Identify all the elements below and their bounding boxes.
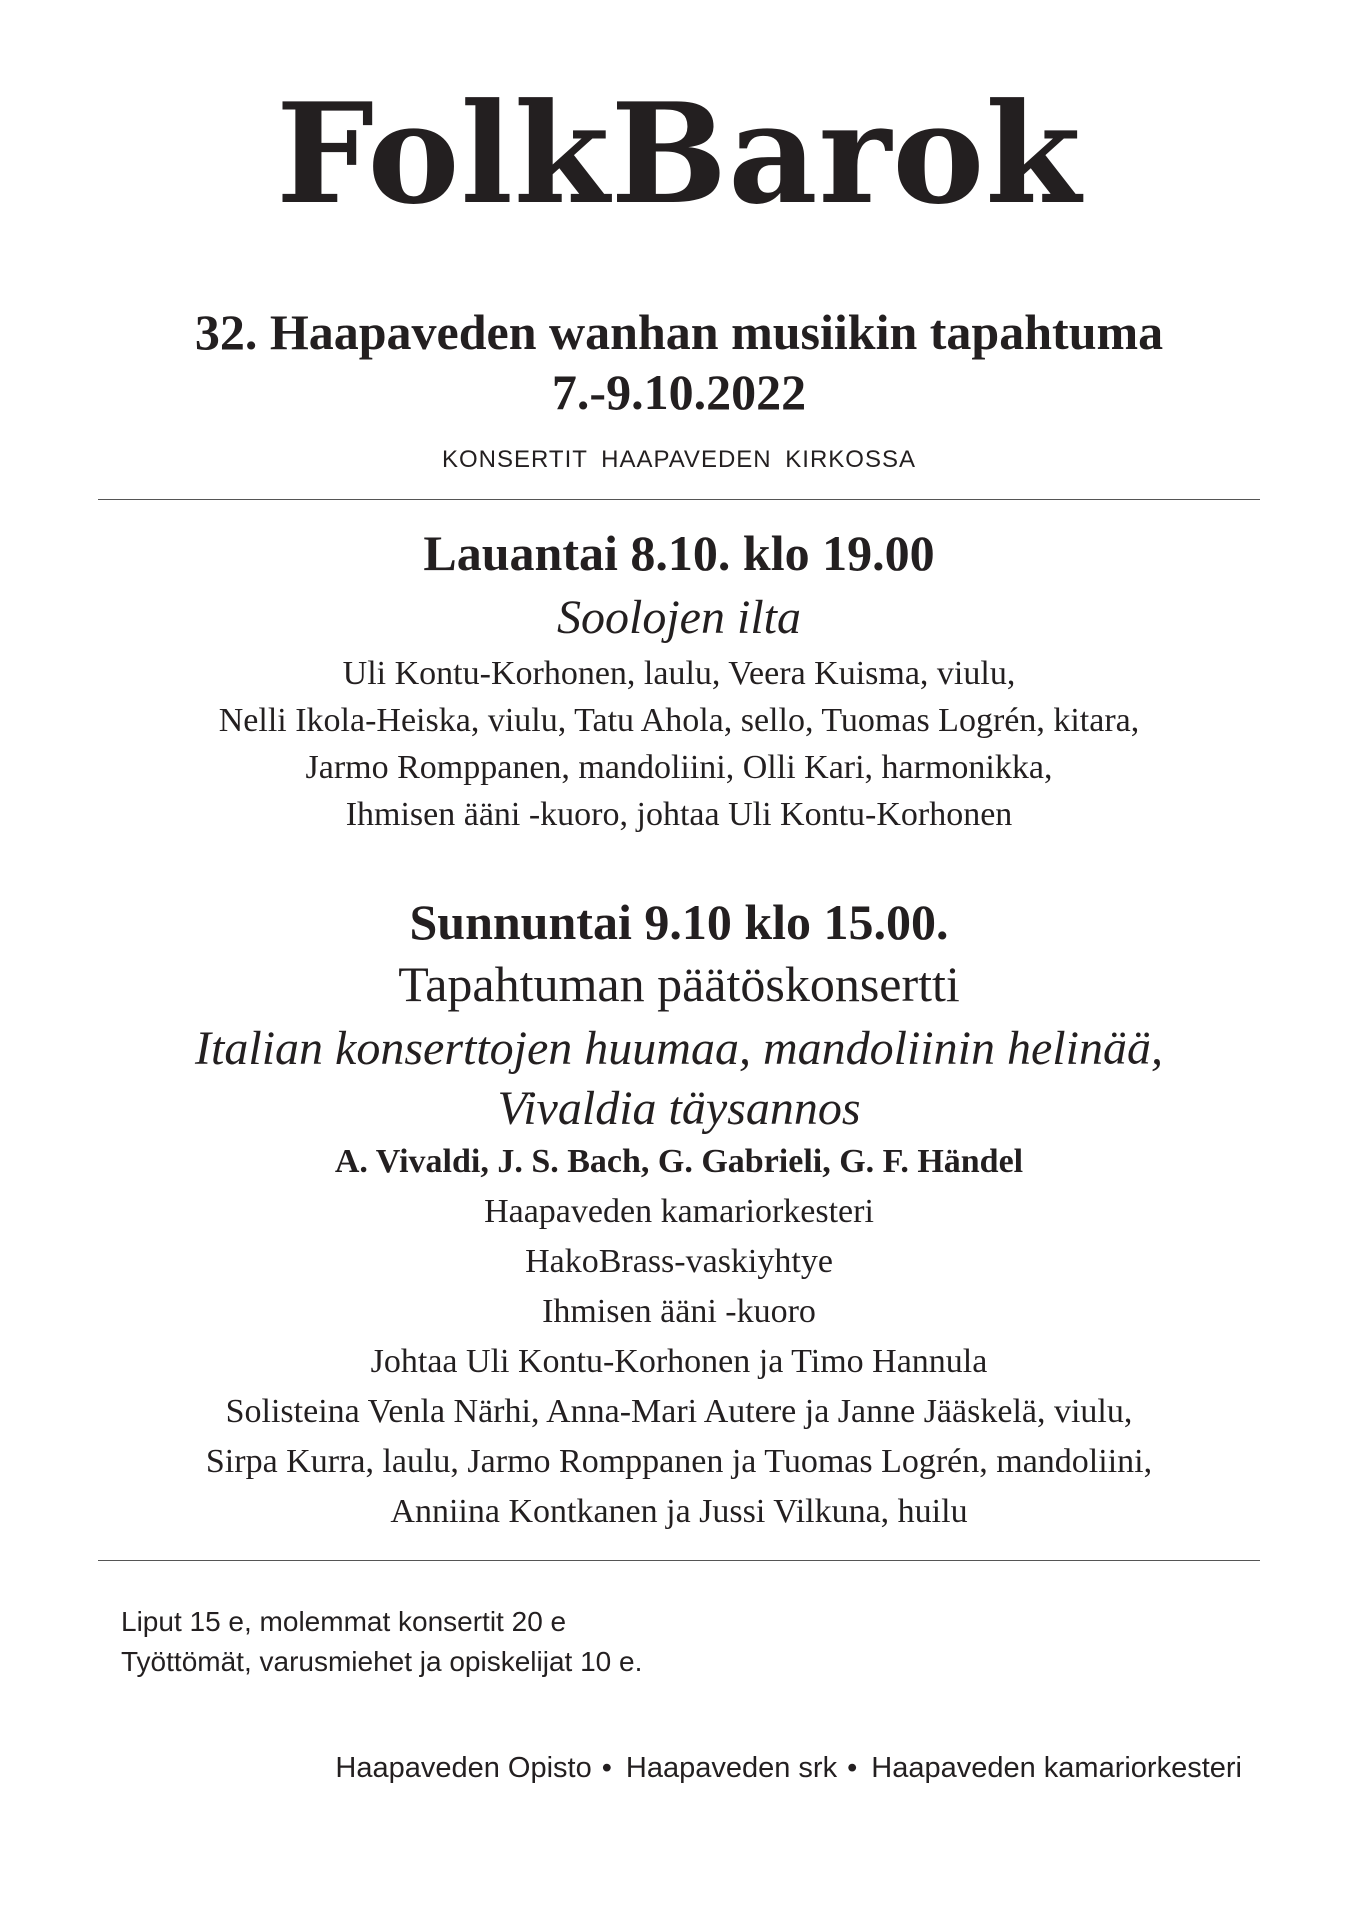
concert1-performer-line: Ihmisen ääni -kuoro, johtaa Uli Kontu-Korhonen [345, 796, 1013, 833]
concert2-performer-line: Solisteina Venla Närhi, Anna-Mari Autere ja Janne Jääskelä, viulu, [225, 1393, 1133, 1430]
divider-top [98, 499, 1260, 500]
ticket-price-line: Liput 15 e, molemmat konsertit 20 e [121, 1606, 567, 1637]
concert1-name: Soolojen ilta [557, 591, 801, 644]
venue-line: KONSERTIT HAAPAVEDEN KIRKOSSA [441, 446, 916, 473]
concert1-date: Lauantai 8.10. klo 19.00 [423, 525, 935, 581]
concert2-tagline: Vivaldia täysannos [497, 1082, 861, 1135]
sponsor-name: Haapaveden Opisto [335, 1752, 592, 1784]
concert2-performer-line: Johtaa Uli Kontu-Korhonen ja Timo Hannula [370, 1343, 988, 1380]
concert1-performer-line: Jarmo Romppanen, mandoliini, Olli Kari, harmonikka, [305, 749, 1053, 786]
concert2-performer-line: Ihmisen ääni -kuoro [542, 1293, 816, 1330]
event-dates: 7.-9.10.2022 [551, 364, 807, 420]
event-subtitle: 32. Haapaveden wanhan musiikin tapahtuma [194, 304, 1164, 360]
concert1-performer-line: Uli Kontu-Korhonen, laulu, Veera Kuisma, viulu, [342, 655, 1016, 692]
concert2-name: Tapahtuman päätöskonsertti [398, 956, 960, 1012]
ticket-discount-line: Työttömät, varusmiehet ja opiskelijat 10 e. [121, 1646, 643, 1677]
concert2-tagline: Italian konserttojen huumaa, mandoliinin helinää, [195, 1022, 1163, 1075]
poster-title: FolkBarok [276, 72, 1082, 235]
concert2-date: Sunnuntai 9.10 klo 15.00. [409, 894, 949, 950]
concert2-performer-line: Anniina Kontkanen ja Jussi Vilkuna, huilu [390, 1493, 968, 1530]
sponsor-name: Haapaveden kamariorkesteri [871, 1752, 1242, 1784]
concert1-performer-line: Nelli Ikola-Heiska, viulu, Tatu Ahola, sello, Tuomas Logrén, kitara, [218, 702, 1140, 739]
concert2-performer-line: Sirpa Kurra, laulu, Jarmo Romppanen ja Tuomas Logrén, mandoliini, [205, 1443, 1153, 1480]
divider-bottom [98, 1560, 1260, 1561]
sponsor-name: Haapaveden srk [625, 1752, 838, 1784]
bullet-separator: • [847, 1752, 858, 1784]
sponsors-line [335, 1754, 1242, 1783]
concert2-performer-line: Haapaveden kamariorkesteri [484, 1193, 874, 1230]
bullet-separator: • [601, 1752, 612, 1784]
concert2-composers: A. Vivaldi, J. S. Bach, G. Gabrieli, G. F. Händel [334, 1143, 1024, 1180]
concert2-performer-line: HakoBrass-vaskiyhtye [525, 1243, 833, 1280]
